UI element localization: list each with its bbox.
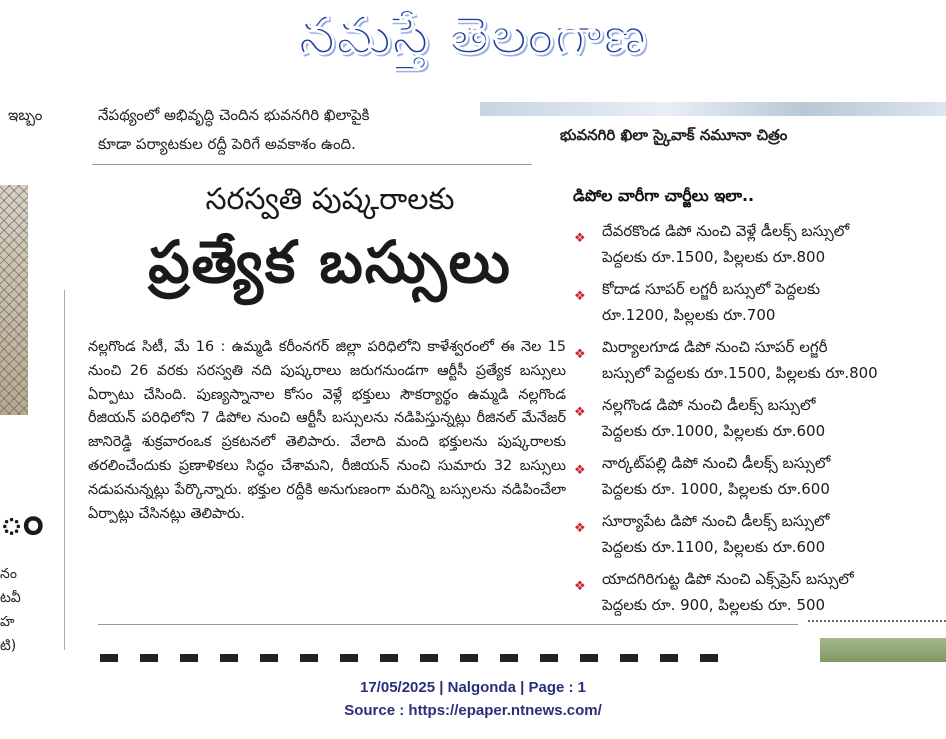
top-clip-line1: నేపథ్యంలో అభివృద్ధి చెందిన భువనగిరి ఖిలాపైకి — [98, 106, 370, 124]
diamond-bullet-icon: ❖ — [574, 463, 586, 478]
divider-top — [92, 164, 532, 165]
footer-source-line: Source : https://epaper.ntnews.com/ — [344, 702, 602, 719]
list-item: ❖ సూర్యాపేట డిపో నుంచి డీలక్స్ బస్సులో పెద్దలకు రూ.1100, పిల్లలకు రూ.600 — [574, 512, 830, 556]
left-fragment-4: టి) — [0, 638, 17, 654]
left-fragment-top: ఇబ్బం — [8, 106, 43, 124]
masthead — [0, 0, 946, 78]
article-body: నల్లగొండ సిటీ, మే 16 : ఉమ్మడి కరీంనగర్ జిల్లా పరిధిలోని కాళేశ్వరంలో ఈ నెల 15 నుంచి 26 వరకు సరస్వతి నది పుష్కరాలు జరుగనుండగా ఆర్టీసీ ప్రత్యేక బస్సులు ఏర్పాటు చేసింది. పుణ్యస్నానాల కోసం వెళ్లే భక్తులు సౌకర్యార్థం ఉమ్మడి నల్లగొండ రీజియన్ పరిధిలోని 7 డిపోల నుంచి ఆర్టీసీ బస్సులను నడిపిస్తున్నట్లు రీజినల్ మేనేజర్ జానిరెడ్డి శుక్రవారంఒక ప్రకటనలో తెలిపారు. వేలాది మంది భక్తులను పుష్కరాలకు తరలించేందుకు ప్రణాళికలు సిద్ధం చేశామని, రీజియన్ నుంచి సుమారు 32 బస్సులు నడుపనున్నట్లు పేర్కొన్నారు. భక్తుల రద్దీకి అనుగుణంగా మరిన్ని బస్సులను నడిపించేలా ఏర్పాట్లు చేసినట్లు తెలిపారు. — [88, 339, 566, 522]
divider-bottom — [98, 624, 798, 625]
fence-photo — [0, 185, 28, 415]
next-headline-cutoff — [100, 646, 720, 662]
column-divider-left — [64, 290, 65, 650]
diamond-bullet-icon: ❖ — [574, 231, 586, 246]
left-fragment-2: టవీ — [0, 590, 21, 606]
masthead-title: నమస్తే తెలంగాణ — [298, 6, 648, 66]
dotted-divider — [808, 620, 946, 622]
left-fragment-1: నం — [0, 566, 17, 582]
sidebar-title: డిపోల వారీగా చార్జీలు ఇలా.. — [573, 186, 755, 205]
list-item: ❖ మిర్యాలగూడ డిపో నుంచి సూపర్ లగ్జరీ బస్సులో పెద్దలకు రూ.1500, పిల్లలకు రూ.800 — [574, 338, 878, 382]
diamond-bullet-icon: ❖ — [574, 289, 586, 304]
article-kicker: సరస్వతి పుష్కరాలకు — [205, 182, 455, 217]
top-clip-line2: కూడా పర్యాటకుల రద్దీ పెరిగే అవకాశం ఉంది. — [98, 135, 356, 153]
fare-list — [572, 218, 946, 624]
footer — [0, 676, 946, 722]
left-column-big-letter: ం — [0, 498, 44, 544]
diamond-bullet-icon: ❖ — [574, 347, 586, 362]
diamond-bullet-icon: ❖ — [574, 521, 586, 536]
left-fragment-3: హ — [0, 614, 15, 630]
article-headline: ప్రత్యేక బస్సులు — [148, 228, 512, 296]
diamond-bullet-icon: ❖ — [574, 405, 586, 420]
diamond-bullet-icon: ❖ — [574, 579, 586, 594]
list-item: ❖ కోదాడ సూపర్ లగ్జరీ బస్సులో పెద్దలకు రూ.1200, పిల్లలకు రూ.700 — [574, 280, 821, 324]
list-item: ❖ యాదగిరిగుట్ట డిపో నుంచి ఎక్స్‌ప్రెస్ బస్సులో పెద్దలకు రూ. 900, పిల్లలకు రూ. 500 — [574, 570, 854, 614]
tree-photo — [820, 638, 946, 662]
list-item: ❖ నల్లగొండ డిపో నుంచి డీలక్స్ బస్సులో పెద్దలకు రూ.1000, పిల్లలకు రూ.600 — [574, 396, 826, 440]
list-item: ❖ దేవరకొండ డిపో నుంచి వెళ్లే డీలక్స్ బస్సులో పెద్దలకు రూ.1500, పిల్లలకు రూ.800 — [574, 222, 850, 266]
footer-date-line: 17/05/2025 | Nalgonda | Page : 1 — [360, 679, 586, 696]
skywalk-photo — [480, 102, 946, 116]
photo-caption: భువనగిరి ఖిలా స్కైవాక్ నమూనా చిత్రం — [560, 126, 788, 144]
list-item: ❖ నార్కట్‌పల్లి డిపో నుంచి డీలక్స్ బస్సులో పెద్దలకు రూ. 1000, పిల్లలకు రూ.600 — [574, 454, 831, 498]
